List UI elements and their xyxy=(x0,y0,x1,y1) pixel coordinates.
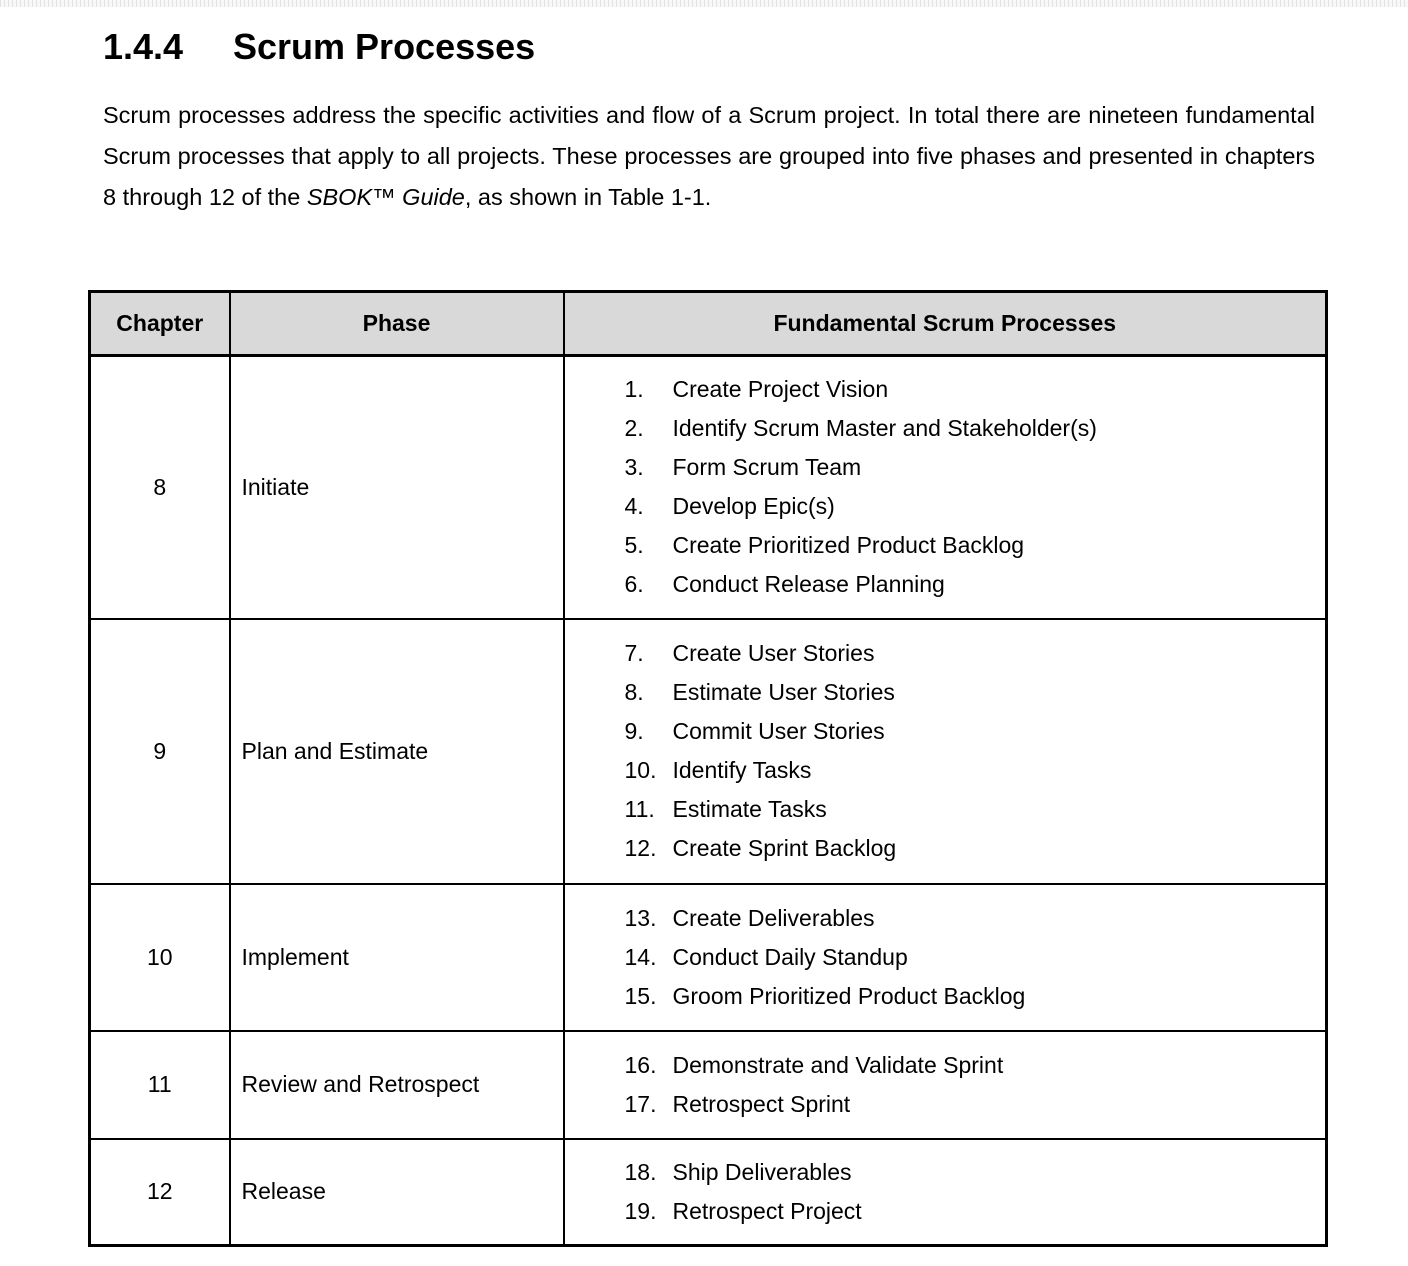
process-item xyxy=(565,1192,1326,1231)
chapter-cell: 11 xyxy=(90,1031,230,1139)
process-number: 19. xyxy=(624,1197,657,1224)
processes-cell xyxy=(564,356,1327,619)
chapter-cell: 10 xyxy=(90,884,230,1031)
process-label: Create User Stories xyxy=(672,640,875,666)
section-title: Scrum Processes xyxy=(233,26,536,67)
book-title-italic: SBOK™ Guide xyxy=(306,184,465,210)
process-number: 1. xyxy=(624,376,644,403)
process-label: Estimate User Stories xyxy=(672,679,895,705)
paragraph-text-before: Scrum processes address the specific activities and flow of a Scrum project. In total there are nineteen fundamental Scrum processes that apply to all projects. These processes are grouped into five phases and presented in chapters 8 through 12 of the xyxy=(103,102,1315,210)
processes-cell xyxy=(564,884,1327,1031)
process-item xyxy=(565,448,1326,487)
process-label: Retrospect Sprint xyxy=(672,1090,851,1117)
process-label: Conduct Daily Standup xyxy=(672,943,908,970)
process-number: 4. xyxy=(624,493,644,520)
process-item xyxy=(565,712,1326,751)
phase-cell: Plan and Estimate xyxy=(230,619,564,884)
table-row xyxy=(90,619,1327,884)
processes-cell xyxy=(564,1139,1327,1246)
table-header-row xyxy=(90,292,1327,356)
process-item xyxy=(565,751,1326,790)
process-label: Create Deliverables xyxy=(672,904,875,931)
process-number: 13. xyxy=(624,904,657,931)
process-number: 18. xyxy=(624,1158,657,1185)
process-number: 12. xyxy=(624,835,657,861)
process-label: Create Prioritized Product Backlog xyxy=(672,532,1025,559)
process-number: 2. xyxy=(624,415,644,442)
table-row xyxy=(90,1031,1327,1139)
process-number: 16. xyxy=(624,1051,657,1078)
process-item xyxy=(565,370,1326,409)
column-header-chapter: Chapter xyxy=(90,292,230,356)
process-label: Groom Prioritized Product Backlog xyxy=(672,982,1026,1009)
process-item xyxy=(565,634,1326,673)
process-item xyxy=(565,790,1326,829)
process-label: Estimate Tasks xyxy=(672,796,827,822)
process-number: 3. xyxy=(624,454,644,481)
intro-paragraph xyxy=(103,95,1315,218)
table-row xyxy=(90,356,1327,619)
process-label: Retrospect Project xyxy=(672,1197,862,1224)
phase-cell: Initiate xyxy=(230,356,564,619)
page-edge-strip xyxy=(0,0,1408,7)
processes-cell xyxy=(564,1031,1327,1139)
process-number: 5. xyxy=(624,532,644,559)
process-number: 10. xyxy=(624,757,657,783)
process-number: 6. xyxy=(624,571,644,598)
process-label: Identify Scrum Master and Stakeholder(s) xyxy=(672,415,1097,442)
process-item xyxy=(565,977,1326,1016)
scrum-processes-table xyxy=(88,290,1328,1247)
chapter-cell: 12 xyxy=(90,1139,230,1246)
process-number: 7. xyxy=(624,640,644,666)
section-number: 1.4.4 xyxy=(103,26,184,67)
processes-cell xyxy=(564,619,1327,884)
column-header-processes: Fundamental Scrum Processes xyxy=(564,292,1327,356)
process-item xyxy=(565,899,1326,938)
document-page xyxy=(0,25,1408,1247)
phase-cell: Implement xyxy=(230,884,564,1031)
process-label: Demonstrate and Validate Sprint xyxy=(672,1051,1004,1078)
process-label: Conduct Release Planning xyxy=(672,571,945,598)
process-item xyxy=(565,526,1326,565)
table-row xyxy=(90,884,1327,1031)
process-number: 11. xyxy=(624,796,655,822)
process-item xyxy=(565,1085,1326,1124)
chapter-cell: 8 xyxy=(90,356,230,619)
process-number: 15. xyxy=(624,982,657,1009)
phase-cell: Review and Retrospect xyxy=(230,1031,564,1139)
process-number: 8. xyxy=(624,679,644,705)
process-item xyxy=(565,673,1326,712)
process-item xyxy=(565,1153,1326,1192)
process-item xyxy=(565,409,1326,448)
process-label: Form Scrum Team xyxy=(672,454,862,481)
process-label: Create Sprint Backlog xyxy=(672,835,897,861)
process-item xyxy=(565,487,1326,526)
process-number: 14. xyxy=(624,943,657,970)
process-item xyxy=(565,829,1326,868)
process-label: Commit User Stories xyxy=(672,718,885,744)
process-label: Develop Epic(s) xyxy=(672,493,835,520)
process-label: Ship Deliverables xyxy=(672,1158,852,1185)
column-header-phase: Phase xyxy=(230,292,564,356)
chapter-cell: 9 xyxy=(90,619,230,884)
process-label: Create Project Vision xyxy=(672,376,889,403)
section-heading xyxy=(103,25,1408,69)
paragraph-text-after: , as shown in Table 1-1. xyxy=(464,184,712,210)
table-row xyxy=(90,1139,1327,1246)
process-item xyxy=(565,938,1326,977)
process-label: Identify Tasks xyxy=(672,757,812,783)
process-number: 17. xyxy=(624,1090,657,1117)
process-item xyxy=(565,1046,1326,1085)
process-number: 9. xyxy=(624,718,644,744)
process-item xyxy=(565,565,1326,604)
phase-cell: Release xyxy=(230,1139,564,1246)
